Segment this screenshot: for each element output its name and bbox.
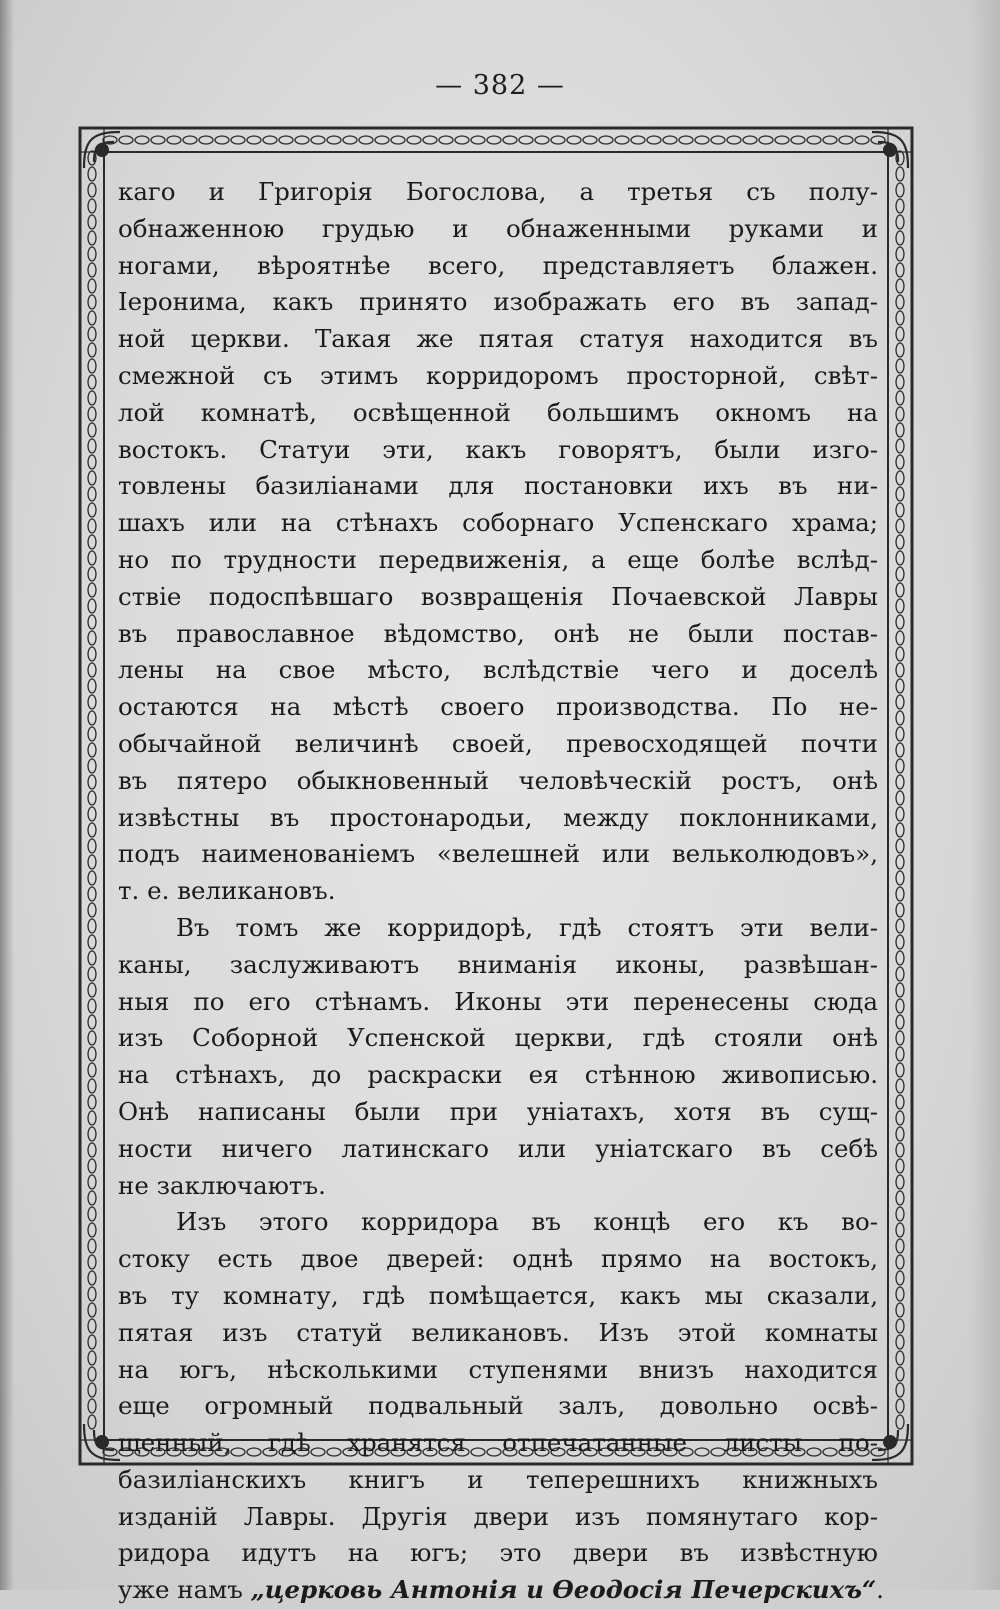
- frame-link: [839, 136, 853, 144]
- frame-link: [231, 136, 245, 144]
- frame-link: [88, 759, 96, 773]
- frame-link: [896, 647, 904, 661]
- frame-link: [679, 136, 693, 144]
- frame-link: [88, 871, 96, 885]
- text-line: пятая изъ статуй великановъ. Изъ этой комнаты: [118, 1317, 878, 1347]
- frame-link: [88, 1175, 96, 1189]
- frame-link: [88, 631, 96, 645]
- frame-link: [896, 455, 904, 469]
- text-line: лой комнатѣ, освѣщенной большимъ окномъ на: [118, 397, 878, 427]
- frame-link: [896, 951, 904, 965]
- frame-link: [896, 471, 904, 485]
- frame-link: [88, 999, 96, 1013]
- frame-link: [896, 823, 904, 837]
- frame-link: [88, 1399, 96, 1413]
- frame-link: [88, 1383, 96, 1397]
- frame-link: [896, 695, 904, 709]
- frame-link: [791, 136, 805, 144]
- frame-link: [88, 183, 96, 197]
- frame-link: [896, 199, 904, 213]
- frame-link: [896, 583, 904, 597]
- text-line: на югъ, нѣсколькими ступенями внизъ находится: [118, 1354, 878, 1384]
- italic-title: „церковь Антонія и Ѳеодосія Печерскихъ“: [250, 1575, 877, 1605]
- frame-link: [88, 599, 96, 613]
- frame-link: [896, 967, 904, 981]
- frame-link: [896, 1303, 904, 1317]
- frame-link: [88, 327, 96, 341]
- frame-link: [896, 1159, 904, 1173]
- frame-link: [391, 136, 405, 144]
- frame-link: [88, 1255, 96, 1269]
- frame-link: [88, 1143, 96, 1157]
- frame-link: [896, 631, 904, 645]
- frame-link: [88, 439, 96, 453]
- text-line: ности ничего латинскаго или уніатскаго въ себѣ: [118, 1133, 878, 1163]
- frame-link: [88, 1239, 96, 1253]
- frame-link: [896, 983, 904, 997]
- frame-link: [896, 839, 904, 853]
- text-line: стоку есть двое дверей: однѣ прямо на востокъ,: [118, 1244, 878, 1274]
- frame-link: [88, 343, 96, 357]
- frame-link: [896, 1351, 904, 1365]
- frame-link: [896, 1191, 904, 1205]
- frame-link: [896, 1143, 904, 1157]
- frame-link: [88, 727, 96, 741]
- frame-link: [423, 136, 437, 144]
- text-line: еще огромный подвальный залъ, довольно освѣ-: [118, 1391, 878, 1421]
- frame-link: [823, 136, 837, 144]
- frame-link: [896, 391, 904, 405]
- frame-link: [896, 1335, 904, 1349]
- text-line: шахъ или на стѣнахъ соборнаго Успенскаго храма;: [118, 508, 878, 538]
- frame-link: [487, 136, 501, 144]
- frame-link: [896, 1111, 904, 1125]
- text-line: обычайной величинѣ своей, превосходящей почти: [118, 728, 878, 758]
- frame-corner-boss: [884, 144, 896, 156]
- frame-link: [88, 215, 96, 229]
- text-line: извѣстны въ простонародьи, между поклонниками,: [118, 802, 878, 832]
- frame-link: [88, 263, 96, 277]
- text-line-final: [118, 1572, 884, 1609]
- frame-link: [551, 136, 565, 144]
- frame-link: [88, 1335, 96, 1349]
- frame-link: [88, 1303, 96, 1317]
- text-line: обнаженною грудью и обнаженными руками и: [118, 213, 878, 243]
- frame-link: [88, 1127, 96, 1141]
- frame-link: [896, 743, 904, 757]
- frame-link: [88, 967, 96, 981]
- frame-link: [896, 487, 904, 501]
- frame-link: [896, 919, 904, 933]
- frame-link: [88, 407, 96, 421]
- frame-link: [896, 1223, 904, 1237]
- frame-link: [88, 1063, 96, 1077]
- frame-link: [88, 1415, 96, 1429]
- frame-link: [88, 1367, 96, 1381]
- frame-link: [88, 791, 96, 805]
- frame-link: [88, 1159, 96, 1173]
- frame-link: [88, 471, 96, 485]
- frame-link: [896, 1271, 904, 1285]
- text-line: каны, заслуживаютъ вниманія иконы, развѣшан-: [118, 949, 878, 979]
- frame-link: [896, 1127, 904, 1141]
- frame-link: [247, 136, 261, 144]
- frame-link: [896, 359, 904, 373]
- frame-link: [775, 136, 789, 144]
- frame-link: [896, 903, 904, 917]
- frame-link: [896, 1399, 904, 1413]
- frame-link: [896, 999, 904, 1013]
- frame-link: [896, 407, 904, 421]
- text-line: изъ Соборной Успенской церкви, гдѣ стояли онѣ: [118, 1023, 878, 1053]
- frame-link: [896, 887, 904, 901]
- frame-link: [896, 535, 904, 549]
- text-line: базиліанскихъ книгъ и теперешнихъ книжныхъ: [118, 1464, 878, 1494]
- frame-link: [88, 1095, 96, 1109]
- frame-link: [896, 439, 904, 453]
- frame-link: [295, 136, 309, 144]
- text-line: въ ту комнату, гдѣ помѣщается, какъ мы сказали,: [118, 1280, 878, 1310]
- frame-link: [279, 136, 293, 144]
- frame-link: [375, 136, 389, 144]
- frame-link: [615, 136, 629, 144]
- frame-link: [567, 136, 581, 144]
- frame-link: [896, 567, 904, 581]
- frame-link: [896, 855, 904, 869]
- frame-link: [88, 663, 96, 677]
- text-line: каго и Григорія Богослова, а третья съ полу-: [118, 177, 878, 206]
- frame-link: [896, 1383, 904, 1397]
- frame-link: [88, 279, 96, 293]
- frame-link: [896, 1095, 904, 1109]
- frame-link: [896, 343, 904, 357]
- frame-corner-boss: [96, 144, 108, 156]
- text-line: смежной съ этимъ корридоромъ просторной, свѣт-: [118, 360, 878, 390]
- text-line: на стѣнахъ, до раскраски ея стѣнною живописью.: [118, 1060, 878, 1090]
- frame-link: [896, 1031, 904, 1045]
- text-line: ногами, вѣроятнѣе всего, представляетъ блажен.: [118, 250, 878, 280]
- frame-link: [88, 887, 96, 901]
- frame-link: [183, 136, 197, 144]
- text-line: ной церкви. Такая же пятая статуя находится въ: [118, 324, 878, 354]
- frame-link: [896, 1079, 904, 1093]
- frame-link: [631, 136, 645, 144]
- frame-link: [471, 136, 485, 144]
- frame-link: [88, 567, 96, 581]
- frame-link: [88, 1111, 96, 1125]
- text-line: ридора идутъ на югъ; это двери въ извѣстную: [118, 1538, 878, 1568]
- frame-link: [88, 647, 96, 661]
- text-line: въ православное вѣдомство, онѣ не были постав-: [118, 618, 878, 648]
- frame-link: [88, 359, 96, 373]
- frame-link: [88, 487, 96, 501]
- frame-link: [88, 295, 96, 309]
- frame-link: [88, 1047, 96, 1061]
- frame-link: [327, 136, 341, 144]
- frame-link: [88, 375, 96, 389]
- frame-link: [647, 136, 661, 144]
- frame-link: [896, 759, 904, 773]
- text-line: въ пятеро обыкновенный человѣческій ростъ, онѣ: [118, 765, 878, 795]
- frame-link: [519, 136, 533, 144]
- frame-link: [896, 1015, 904, 1029]
- text-block: [118, 174, 884, 1609]
- frame-link: [215, 136, 229, 144]
- frame-link: [88, 775, 96, 789]
- frame-link: [896, 263, 904, 277]
- frame-link: [88, 503, 96, 517]
- frame-link: [88, 1207, 96, 1221]
- text-line: ныя по его стѣнамъ. Иконы эти перенесены сюда: [118, 986, 878, 1016]
- page-number: — 382 —: [435, 70, 565, 101]
- frame-link: [88, 983, 96, 997]
- frame-link: [88, 615, 96, 629]
- frame-link: [583, 136, 597, 144]
- frame-link: [695, 136, 709, 144]
- frame-link: [88, 455, 96, 469]
- frame-link: [896, 1287, 904, 1301]
- frame-link: [896, 327, 904, 341]
- frame-link: [88, 695, 96, 709]
- frame-link: [743, 136, 757, 144]
- frame-link: [599, 136, 613, 144]
- frame-link: [88, 839, 96, 853]
- paragraph: [118, 1204, 884, 1609]
- frame-link: [88, 1319, 96, 1333]
- text-line: Въ томъ же корридорѣ, гдѣ стоятъ эти вели-: [176, 912, 878, 942]
- frame-link: [88, 903, 96, 917]
- frame-link: [88, 231, 96, 245]
- frame-link: [88, 1015, 96, 1029]
- frame-link: [896, 1047, 904, 1061]
- text-line: щенный, гдѣ хранятся отпечатанные листы по-: [118, 1428, 878, 1458]
- frame-link: [896, 1063, 904, 1077]
- frame-corner-boss: [884, 1436, 896, 1448]
- frame-link: [896, 663, 904, 677]
- frame-link: [896, 279, 904, 293]
- text-line: востокъ. Статуи эти, какъ говорятъ, были изго-: [118, 434, 878, 464]
- frame-link: [88, 1271, 96, 1285]
- frame-link: [896, 247, 904, 261]
- frame-link: [896, 679, 904, 693]
- frame-link: [88, 519, 96, 533]
- frame-link: [855, 136, 869, 144]
- frame-corner-boss: [96, 1436, 108, 1448]
- frame-link: [311, 136, 325, 144]
- frame-link: [896, 791, 904, 805]
- frame-link: [199, 136, 213, 144]
- frame-link: [896, 1255, 904, 1269]
- text-line: Онѣ написаны были при уніатахъ, хотя въ сущ-: [118, 1096, 878, 1126]
- frame-link: [88, 247, 96, 261]
- frame-link: [88, 855, 96, 869]
- text-line: подъ наименованіемъ «велешней или велькoлюдовъ»,: [118, 839, 878, 869]
- frame-link: [896, 183, 904, 197]
- frame-link: [727, 136, 741, 144]
- frame-link: [88, 807, 96, 821]
- frame-link: [88, 311, 96, 325]
- frame-link: [896, 711, 904, 725]
- frame-link: [896, 615, 904, 629]
- frame-link: [896, 519, 904, 533]
- frame-link: [896, 215, 904, 229]
- frame-link: [88, 1031, 96, 1045]
- text-line: но по трудности передвиженія, а еще болѣе вслѣд-: [118, 544, 878, 574]
- text-line: т. е. великановъ.: [118, 876, 336, 906]
- frame-link: [88, 1079, 96, 1093]
- frame-link: [151, 136, 165, 144]
- text-line: ствіе подоспѣвшаго возвращенія Почаевской Лавры: [118, 581, 878, 611]
- frame-link: [88, 1351, 96, 1365]
- text-line: товлены базиліанами для постановки ихъ въ ни-: [118, 471, 878, 501]
- frame-link: [135, 136, 149, 144]
- frame-link: [896, 551, 904, 565]
- text-line: не заключаютъ.: [118, 1170, 326, 1200]
- frame-link: [896, 1175, 904, 1189]
- frame-link: [896, 1319, 904, 1333]
- frame-link: [119, 136, 133, 144]
- text-run: .: [876, 1575, 884, 1605]
- frame-link: [896, 599, 904, 613]
- text-run: уже намъ: [118, 1575, 251, 1605]
- frame-link: [896, 775, 904, 789]
- frame-link: [455, 136, 469, 144]
- frame-link: [407, 136, 421, 144]
- frame-link: [503, 136, 517, 144]
- frame-link: [88, 919, 96, 933]
- frame-link: [88, 423, 96, 437]
- frame-link: [896, 727, 904, 741]
- frame-link: [896, 375, 904, 389]
- paragraph: [118, 910, 878, 1204]
- text-line: остаются на мѣстѣ своего производства. По не-: [118, 692, 878, 722]
- frame-link: [359, 136, 373, 144]
- frame-link: [88, 1191, 96, 1205]
- paragraph: [118, 174, 878, 910]
- frame-link: [439, 136, 453, 144]
- frame-link: [896, 1239, 904, 1253]
- frame-link: [88, 167, 96, 181]
- frame-link: [343, 136, 357, 144]
- text-line: лены на свое мѣсто, вслѣдствіе чего и доселѣ: [118, 655, 878, 685]
- frame-link: [88, 535, 96, 549]
- frame-link: [896, 311, 904, 325]
- frame-link: [167, 136, 181, 144]
- frame-link: [896, 503, 904, 517]
- frame-link: [896, 807, 904, 821]
- frame-link: [759, 136, 773, 144]
- frame-link: [88, 679, 96, 693]
- frame-link: [88, 823, 96, 837]
- frame-link: [88, 951, 96, 965]
- text-line: изданій Лавры. Другія двери изъ помянутаго кор-: [118, 1501, 878, 1531]
- frame-link: [896, 1367, 904, 1381]
- frame-link: [88, 391, 96, 405]
- frame-link: [263, 136, 277, 144]
- frame-link: [88, 551, 96, 565]
- frame-link: [88, 199, 96, 213]
- frame-link: [88, 935, 96, 949]
- frame-link: [896, 871, 904, 885]
- frame-link: [896, 423, 904, 437]
- frame-link: [88, 743, 96, 757]
- frame-link: [896, 167, 904, 181]
- frame-link: [711, 136, 725, 144]
- frame-link: [896, 1415, 904, 1429]
- frame-link: [88, 1287, 96, 1301]
- frame-link: [896, 935, 904, 949]
- frame-link: [896, 231, 904, 245]
- frame-link: [88, 583, 96, 597]
- frame-link: [896, 1207, 904, 1221]
- frame-link: [88, 1223, 96, 1237]
- frame-link: [535, 136, 549, 144]
- frame-link: [807, 136, 821, 144]
- text-line: Іеронима, какъ принято изображать его въ запад-: [118, 287, 878, 317]
- frame-link: [663, 136, 677, 144]
- frame-link: [896, 295, 904, 309]
- frame-link: [88, 711, 96, 725]
- text-line: Изъ этого корридора въ концѣ его къ во-: [176, 1207, 878, 1237]
